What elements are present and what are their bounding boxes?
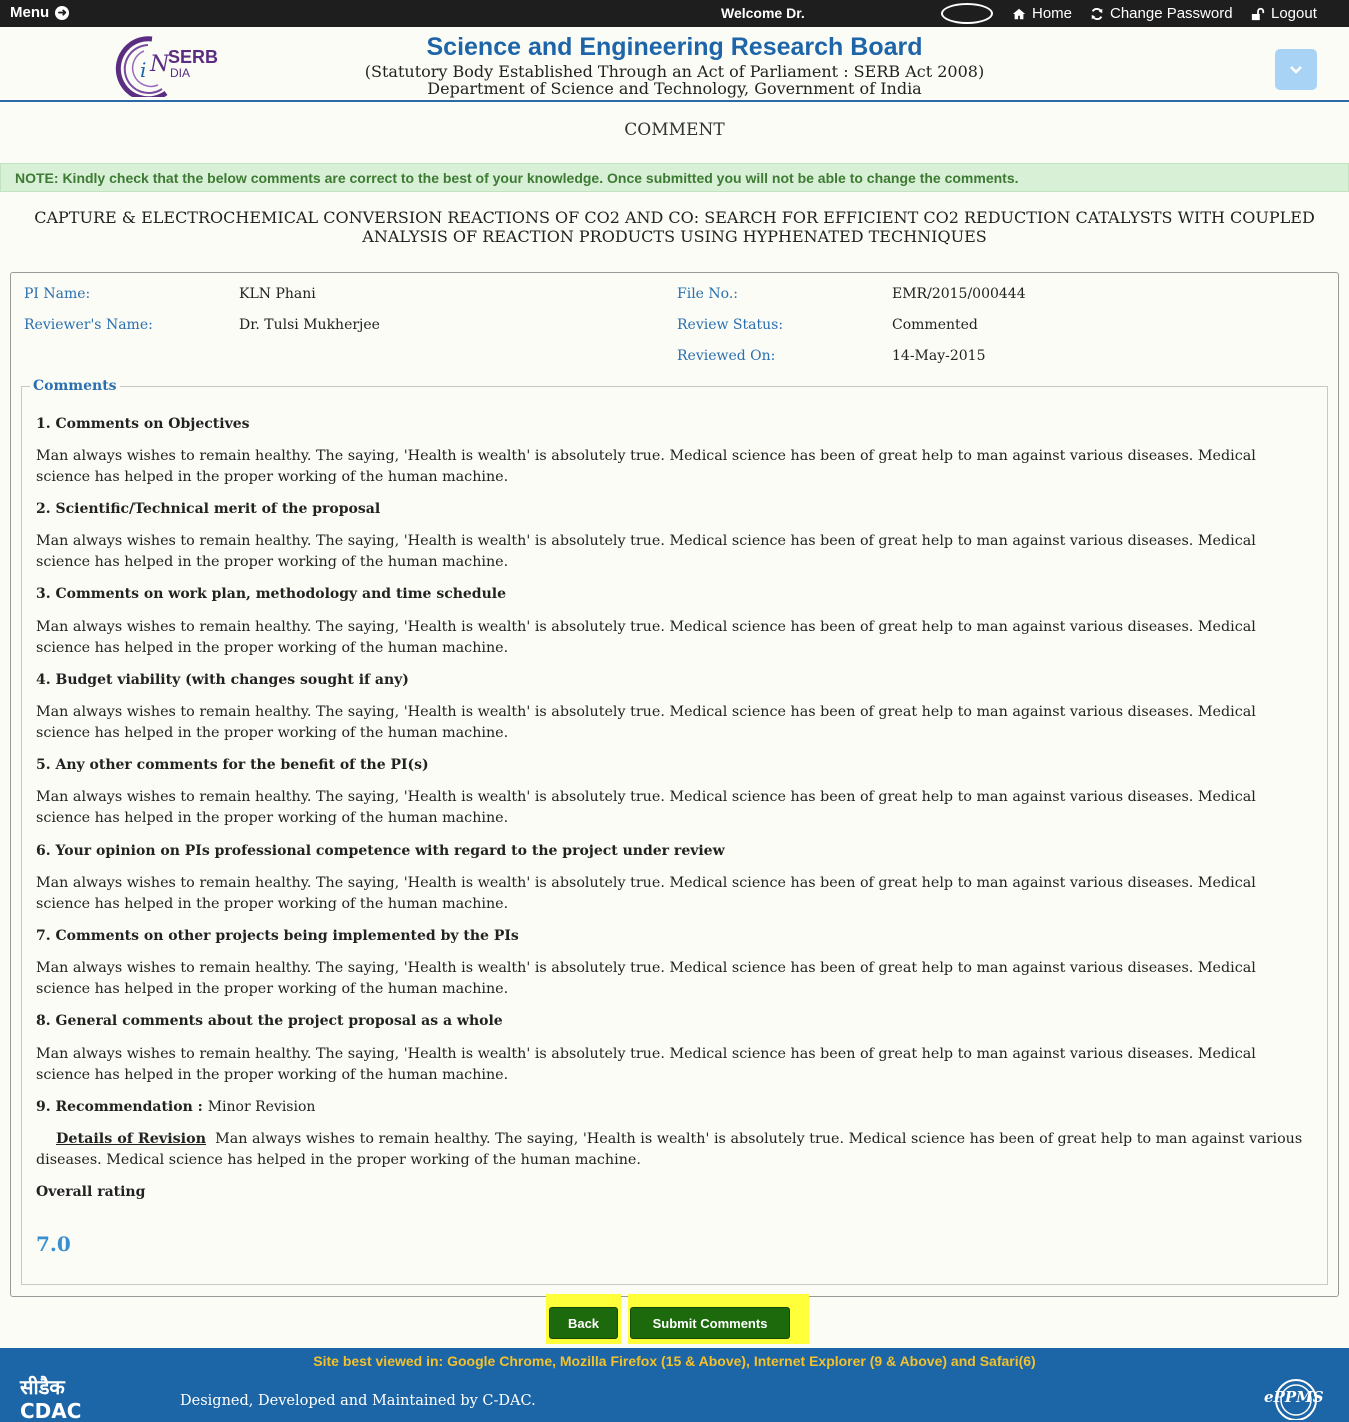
back-button[interactable]: Back — [549, 1307, 618, 1339]
site-header — [0, 27, 1349, 102]
nav-logout-link[interactable] — [1251, 5, 1317, 22]
comment-answer: Man always wishes to remain healthy. The saying, 'Health is wealth' is absolutely true. Medical science has been of great help to man against various diseases. Medical science has helped in the proper working of the human machine. — [36, 1046, 1256, 1083]
eppms-text: ePPMS — [1264, 1388, 1324, 1406]
overall-rating-label: Overall rating — [36, 1184, 146, 1200]
cdac-text: CDAC — [20, 1399, 82, 1420]
file-no-label: File No.: — [677, 286, 739, 302]
logo-dia-text: DIA — [170, 66, 191, 80]
comment-question: 2. Scientific/Technical merit of the proposal — [36, 501, 381, 517]
project-title: CAPTURE & ELECTROCHEMICAL CONVERSION REACTIONS OF CO2 AND CO: SEARCH FOR EFFICIENT CO2 REDUCTION CATALYSTS WITH COUPLED ANALYSIS OF REACTION PRODUCTS USING HYPHENATED TECHNIQUES — [34, 208, 1315, 246]
comment-question: 5. Any other comments for the benefit of the PI(s) — [36, 757, 429, 773]
home-icon — [1012, 7, 1026, 21]
unlock-icon — [1251, 7, 1265, 21]
review-status-label: Review Status: — [677, 317, 784, 333]
comment-answer: Man always wishes to remain healthy. The saying, 'Health is wealth' is absolutely true. Medical science has been of great help to man against various diseases. Medical science has helped in the proper working of the human machine. — [36, 448, 1256, 485]
menu-button[interactable] — [10, 4, 69, 21]
nav-change-password-label: Change Password — [1110, 5, 1233, 22]
cdac-logo — [18, 1372, 98, 1420]
review-panel — [10, 272, 1339, 1297]
comment-question: 1. Comments on Objectives — [36, 416, 250, 432]
recommendation-label: 9. Recommendation : — [36, 1099, 203, 1115]
pi-name-value: KLN Phani — [239, 286, 316, 302]
top-navbar — [0, 0, 1349, 27]
menu-label: Menu — [10, 4, 50, 21]
recommendation-row — [36, 1099, 315, 1115]
comment-question: 4. Budget viability (with changes sought if any) — [36, 672, 409, 688]
comment-answer: Man always wishes to remain healthy. The saying, 'Health is wealth' is absolutely true. Medical science has been of great help to man against various diseases. Medical science has helped in the proper working of the human machine. — [36, 619, 1256, 656]
svg-text:i: i — [140, 58, 147, 82]
comment-answer: Man always wishes to remain healthy. The saying, 'Health is wealth' is absolutely true. Medical science has been of great help to man against various diseases. Medical science has helped in the proper working of the human machine. — [36, 789, 1256, 826]
comment-answer: Man always wishes to remain healthy. The saying, 'Health is wealth' is absolutely true. Medical science has been of great help to man against various diseases. Medical science has helped in the proper working of the human machine. — [36, 704, 1256, 741]
nav-logout-label: Logout — [1271, 5, 1317, 22]
comment-answer: Man always wishes to remain healthy. The saying, 'Health is wealth' is absolutely true. Medical science has been of great help to man against various diseases. Medical science has helped in the proper working of the human machine. — [36, 533, 1256, 570]
file-no-value: EMR/2015/000444 — [892, 286, 1026, 302]
review-status-value: Commented — [892, 317, 978, 333]
footer-credit: Designed, Developed and Maintained by C-DAC. — [180, 1393, 536, 1409]
chevron-down-icon — [1289, 63, 1303, 77]
comment-answer: Man always wishes to remain healthy. The saying, 'Health is wealth' is absolutely true. Medical science has been of great help to man against various diseases. Medical science has helped in the proper working of the human machine. — [36, 960, 1256, 997]
site-subtitle-2: Department of Science and Technology, Government of India — [427, 79, 922, 98]
note-alert: NOTE: Kindly check that the below comments are correct to the best of your knowledge. Once submitted you will not be able to change the comments. — [0, 163, 1349, 192]
logo-serb-text: SERB — [168, 47, 219, 67]
nav-change-password-link[interactable] — [1090, 5, 1233, 22]
eppms-logo — [1258, 1376, 1324, 1420]
refresh-icon — [1090, 7, 1104, 21]
comments-fieldset — [21, 378, 1328, 1285]
overall-rating-value: 7.0 — [36, 1232, 71, 1256]
site-subtitle-1: (Statutory Body Established Through an Act of Parliament : SERB Act 2008) — [364, 62, 985, 81]
reviewed-on-label: Reviewed On: — [677, 348, 776, 364]
header-dropdown-button[interactable] — [1275, 49, 1317, 90]
circle-arrow-right-icon: ➜ — [55, 6, 69, 20]
comment-question: 3. Comments on work plan, methodology and time schedule — [36, 586, 507, 602]
reviewer-name-label: Reviewer's Name: — [24, 317, 153, 333]
comment-question: 8. General comments about the project proposal as a whole — [36, 1013, 503, 1029]
browser-support-note: Site best viewed in: Google Chrome, Mozilla Firefox (15 & Above), Internet Explorer (9 & Above) and Safari(6) — [313, 1353, 1036, 1369]
details-of-revision-label: Details of Revision — [56, 1131, 207, 1147]
revision-details — [36, 1129, 1306, 1171]
submit-comments-button[interactable]: Submit Comments — [630, 1307, 790, 1339]
comments-legend: Comments — [30, 378, 120, 394]
nav-home-label: Home — [1032, 5, 1073, 22]
cdac-hindi-text: सीडैक — [20, 1375, 65, 1399]
page-title: COMMENT — [624, 120, 725, 140]
welcome-text: Welcome Dr. — [721, 5, 805, 21]
pi-name-label: PI Name: — [24, 286, 91, 302]
comment-answer: Man always wishes to remain healthy. The saying, 'Health is wealth' is absolutely true. Medical science has been of great help to man against various diseases. Medical science has helped in the proper working of the human machine. — [36, 875, 1256, 912]
nav-home-link[interactable] — [1012, 5, 1072, 22]
details-of-revision-text: Man always wishes to remain healthy. The saying, 'Health is wealth' is absolutely true. Medical science has been of great help to man against various diseases. Medical science has helped in the proper working of the human machine. — [36, 1131, 1303, 1168]
comment-question: 6. Your opinion on PIs professional competence with regard to the project under review — [36, 843, 725, 859]
comment-question: 7. Comments on other projects being implemented by the PIs — [36, 928, 519, 944]
reviewer-name-value: Dr. Tulsi Mukherjee — [239, 317, 380, 333]
site-footer — [0, 1348, 1349, 1422]
site-title: Science and Engineering Research Board — [426, 33, 923, 61]
svg-text:N: N — [150, 52, 170, 77]
recommendation-value: Minor Revision — [207, 1099, 316, 1115]
user-name-highlight — [941, 3, 993, 24]
reviewed-on-value: 14-May-2015 — [892, 348, 986, 364]
